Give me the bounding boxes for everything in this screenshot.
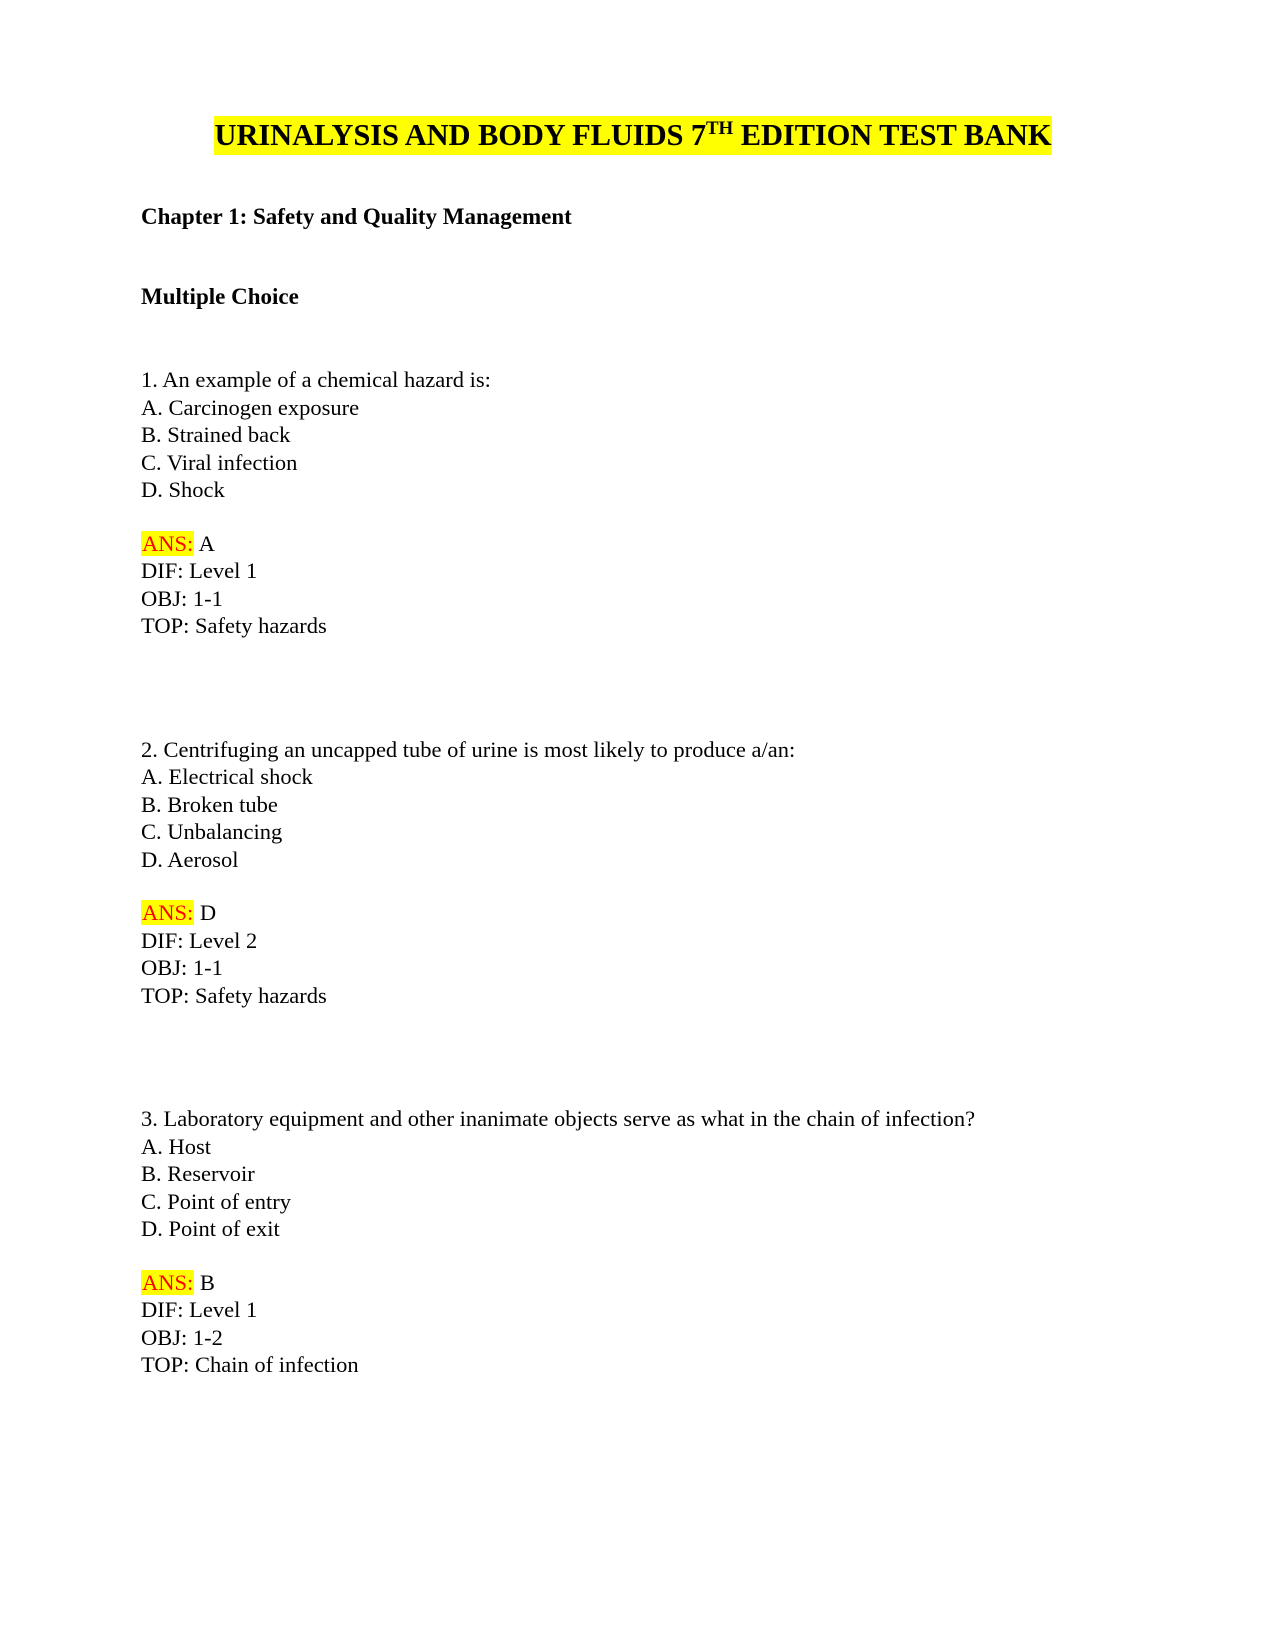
option-c[interactable]: C. Viral infection [141,449,298,475]
chapter-heading: Chapter 1: Safety and Quality Management [141,204,572,230]
objective-line: OBJ: 1-1 [141,955,223,981]
answer-letter: D [199,900,217,926]
question-block [141,1105,1125,1379]
question-text: 1. An example of a chemical hazard is: [141,367,491,393]
answer-letter: A [198,530,215,556]
answer-line [141,530,1125,558]
option-c[interactable]: C. Point of entry [141,1188,291,1214]
section-heading: Multiple Choice [141,283,299,309]
option-a[interactable]: A. Host [141,1133,212,1159]
question-text: 3. Laboratory equipment and other inanimate objects serve as what in the chain of infection? [141,1106,976,1132]
answer-group [141,530,1125,640]
answer-line [141,899,1125,927]
option-c[interactable]: C. Unbalancing [141,819,283,845]
option-a[interactable]: A. Electrical shock [141,764,313,790]
page-title-superscript: TH [706,117,734,139]
answer-group [141,1269,1125,1379]
option-b[interactable]: B. Strained back [141,422,291,448]
option-a[interactable]: A. Carcinogen exposure [141,394,360,420]
question-text: 2. Centrifuging an uncapped tube of urine is most likely to produce a/an: [141,736,796,762]
option-b[interactable]: B. Broken tube [141,791,278,817]
objective-line: OBJ: 1-2 [141,1324,223,1350]
page-title-tail: EDITION TEST BANK [733,118,1052,152]
objective-line: OBJ: 1-1 [141,585,223,611]
difficulty-line: DIF: Level 1 [141,558,258,584]
option-b[interactable]: B. Reservoir [141,1161,255,1187]
question-block [141,366,1125,640]
answer-line [141,1269,1125,1297]
answer-label: ANS: [142,900,194,926]
page-title [141,118,1125,153]
option-d[interactable]: D. Point of exit [141,1216,280,1242]
answer-label: ANS: [142,530,194,556]
answer-letter: B [199,1269,215,1295]
question-block [141,736,1125,1010]
topic-line: TOP: Chain of infection [141,1352,359,1378]
answer-group [141,899,1125,1009]
answer-label: ANS: [142,1269,194,1295]
topic-line: TOP: Safety hazards [141,982,327,1008]
difficulty-line: DIF: Level 1 [141,1297,258,1323]
page-title-highlight [214,116,1053,155]
topic-line: TOP: Safety hazards [141,613,327,639]
page-title-main: URINALYSIS AND BODY FLUIDS 7 [214,118,707,152]
option-d[interactable]: D. Aerosol [141,846,239,872]
difficulty-line: DIF: Level 2 [141,927,258,953]
option-d[interactable]: D. Shock [141,477,225,503]
